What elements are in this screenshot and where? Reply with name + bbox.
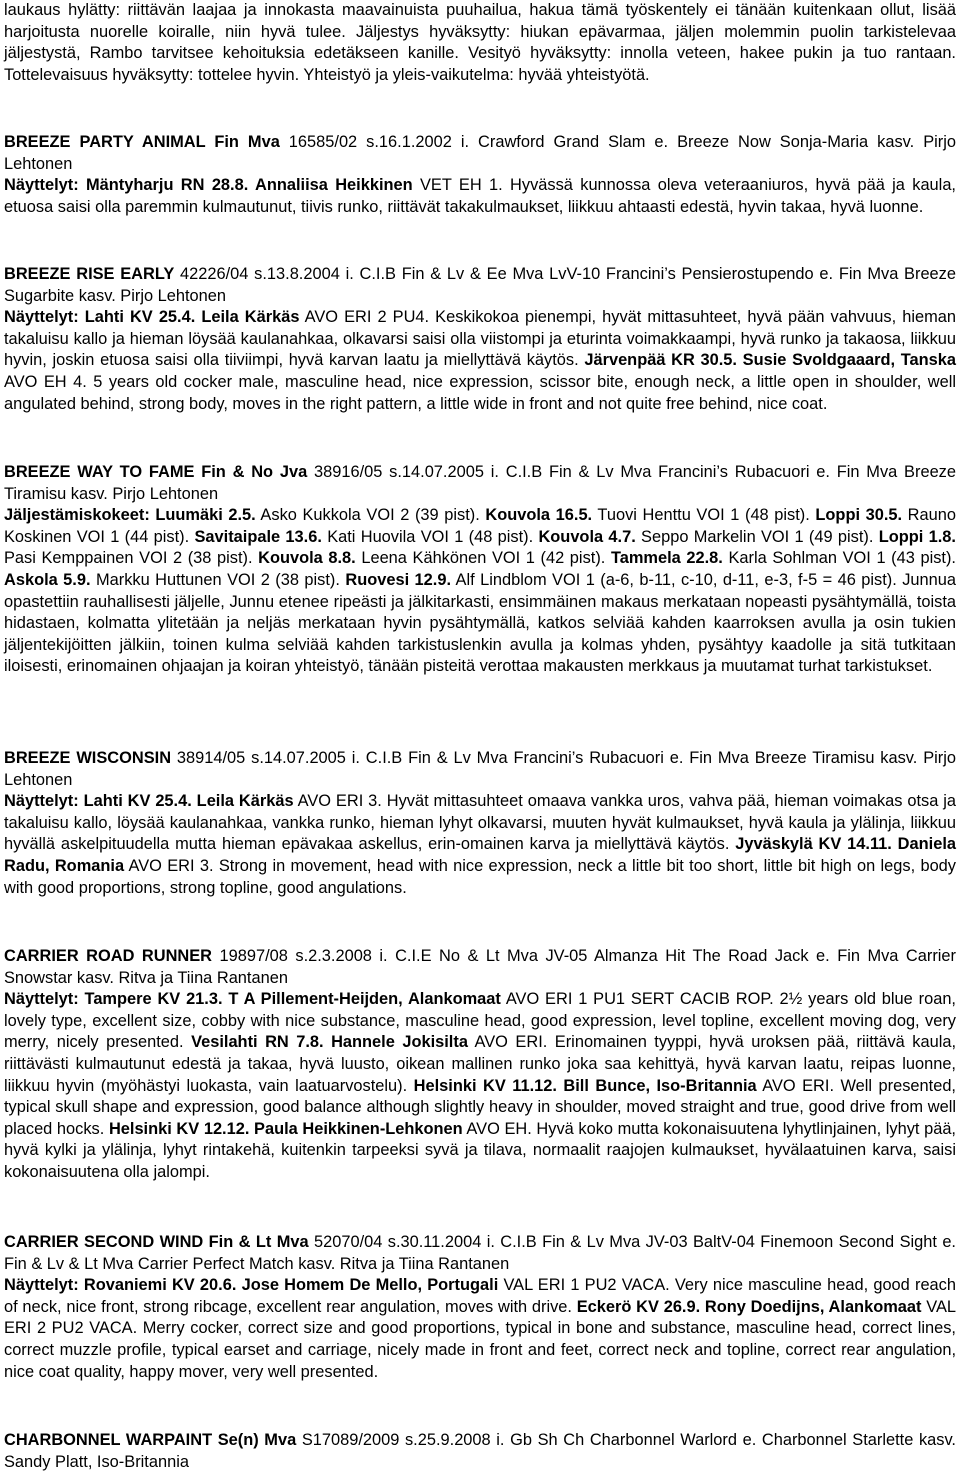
bold-text-run: Näyttelyt: Tampere KV 21.3. T A Pillement-Heijden, Alankomaat — [4, 990, 501, 1009]
bold-text-run: Jäljestämiskokeet: Luumäki 2.5. — [4, 506, 256, 525]
bold-text-run: Helsinki KV 11.12. Bill Bunce, Iso-Britannia — [413, 1076, 757, 1095]
bold-text-run: CARRIER SECOND WIND Fin & Lt Mva — [4, 1233, 309, 1251]
text-run: Rauno Koskinen VOI 1 (44 pist). — [4, 506, 956, 546]
entry-charbonnel-warpaint — [4, 1430, 956, 1473]
entry-breeze-party-animal — [4, 132, 956, 218]
text-run: Markku Huttunen VOI 2 (38 pist). — [90, 570, 346, 589]
bold-text-run: Loppi 30.5. — [815, 506, 903, 525]
bold-text-run: Ruovesi 12.9. — [345, 570, 452, 589]
text-run: Asko Kukkola VOI 2 (39 pist). — [255, 506, 486, 525]
text-run: Pasi Kemppainen VOI 2 (38 pist). — [4, 549, 259, 568]
text-run: AVO ERI. Erinomainen tyyppi, hyvä uroksen pää, riittävä kaula, riittävästi kulmautunut edestä ja takaa, hyvä luusto, oikean mallinen runko joka saa kehittyä, hyvä karvan laatu, reipas luonne, liikkuu hyvin (myöhästyi luokasta, vain laatuarvostelu). — [4, 1033, 957, 1095]
text-run: VAL ERI 2 PU2 VACA. Merry cocker, correct size and good proportions, typical in bone and substance, masculine head, correct lines, correct muzzle profile, typical earset and carriage, nicely made in front and feet, correct neck and topline, correct rear angulation, nice coat quality, happy mover, very well presented. — [4, 1297, 956, 1381]
text-run: S17089/2009 s.25.9.2008 i. Gb Sh Ch Charbonnel Warlord e. Charbonnel Starlette kasv. Sandy Platt, Iso-Britannia — [4, 1431, 956, 1471]
bold-text-run: Järvenpää KR 30.5. Susie Svoldgaaard, Tanska — [584, 351, 956, 370]
text-run: AVO ERI 3. Hyvät mittasuhteet omaava vankka uros, vahva pää, hieman voimakas otsa ja takaluisu kallo, löysää kaulanahkaa, vankka runko, hieman lyhyt olkavarsi, muuten hyvät kulmaukset, hyvä kaula ja ylälinja, liikkuu hyvällä askelpituudella mutta hieman epävakaa askellus, erin-omainen karva ja miellyttävä käytös. — [4, 792, 956, 854]
text-run: Seppo Markelin VOI 1 (49 pist). — [635, 527, 879, 546]
bold-text-run: Helsinki KV 12.12. Paula Heikkinen-Lehkonen — [108, 1119, 463, 1138]
bold-text-run: Kouvola 4.7. — [538, 527, 636, 546]
bold-text-run: Kouvola 8.8. — [258, 549, 356, 568]
text-run: Tuovi Henttu VOI 1 (48 pist). — [592, 506, 816, 525]
bold-text-run: Tammela 22.8. — [610, 549, 723, 568]
bold-text-run: BREEZE WAY TO FAME Fin & No Jva — [4, 463, 308, 481]
bold-text-run: Vesilahti RN 7.8. Hannele Jokisilta — [191, 1033, 468, 1052]
entry-carrier-road-runner — [4, 946, 956, 1184]
entry-carrier-second-wind — [4, 1232, 956, 1383]
text-run: 42226/04 s.13.8.2004 i. C.I.B Fin & Lv & Ee Mva LvV-10 Francini’s Pensierostupendo e. Fin Mva Breeze Sugarbite kasv. Pirjo Lehtonen — [4, 265, 956, 305]
bold-text-run: BREEZE WISCONSIN — [4, 749, 172, 767]
bold-text-run: BREEZE RISE EARLY — [4, 265, 175, 283]
bold-text-run: CARRIER ROAD RUNNER — [4, 947, 213, 965]
text-run: AVO EH. Hyvä koko mutta kokonaisuutena lyhytlinjainen, lyhyt pää, hyvä kylki ja ylälinja, lyhyt rintakehä, kuitenkin tarpeeksi syvä ja tilava, normaalit raajojen kulmaukset, hyvälaatuinen karva, saisi kokonaisuutena olla jalompi. — [4, 1119, 956, 1181]
text-run: AVO EH 4. 5 years old cocker male, masculine head, nice expression, scissor bite, enough neck, a little open in shoulder, well angulated behind, strong body, moves in the right pattern, a little wide in front and not quite free behind, nice coat. — [4, 372, 956, 413]
text-run: laukaus hylätty: riittävän laajaa ja innokasta maavainuista puuhailua, hakua tämä työskentely ei tänään kuitenkaan ollut, lisää harjoitusta nuorelle koiralle, niin hyvä tulee. Jäljestys hyväksytty: hiukan epävarmaa, jäljen molemmin puolin tarkistelevaa jäljestystä, Rambo tarvitsee kehoituksia edetäkseen kanille. Vesityö hyväksytty: innolla veteen, hakee pukin ja tuo rantaan. Tottelevaisuus hyväksytty: tottelee hyvin. Yhteistyö ja yleis-vaikutelma: hyvää yhteistyötä. — [4, 1, 956, 84]
text-run: 38914/05 s.14.07.2005 i. C.I.B Fin & Lv Mva Francini’s Rubacuori e. Fin Mva Breeze Tiramisu kasv. Pirjo Lehtonen — [4, 749, 956, 789]
entry-breeze-wisconsin — [4, 748, 956, 899]
text-run: AVO ERI 1 PU1 SERT CACIB ROP. 2½ years old blue roan, lovely type, excellent size, cobby with nice substance, masculine head, good expression, level topline, excellent moving dog, very merry, nicely presented. — [4, 990, 956, 1052]
bold-text-run: Kouvola 16.5. — [485, 506, 593, 525]
bold-text-run: CHARBONNEL WARPAINT Se(n) Mva — [4, 1431, 297, 1449]
text-run: 19897/08 s.2.3.2008 i. C.I.E No & Lt Mva JV-05 Almanza Hit The Road Jack e. Fin Mva Carrier Snowstar kasv. Ritva ja Tiina Rantanen — [4, 947, 956, 987]
text-run: AVO ERI 3. Strong in movement, head with nice expression, neck a little bit too short, little bit high on legs, body with good proportions, strong topline, good angulations. — [4, 856, 956, 897]
bold-text-run: Näyttelyt: Mäntyharju RN 28.8. Annaliisa Heikkinen — [4, 176, 413, 195]
text-run: 38916/05 s.14.07.2005 i. C.I.B Fin & Lv Mva Francini’s Rubacuori e. Fin Mva Breeze Tiramisu kasv. Pirjo Lehtonen — [4, 463, 956, 503]
bold-text-run: Eckerö KV 26.9. Rony Doedijns, Alankomaat — [576, 1297, 922, 1316]
bold-text-run: Näyttelyt: Lahti KV 25.4. Leila Kärkäs — [4, 792, 294, 811]
text-run: Leena Kähkönen VOI 1 (42 pist). — [355, 549, 611, 568]
text-run: VAL ERI 1 PU2 VACA. Very nice masculine head, good reach of neck, nice front, strong ribcage, excellent rear angulation, moves with drive. — [4, 1276, 956, 1316]
text-run: Kati Huovila VOI 1 (48 pist). — [321, 527, 539, 546]
text-run: AVO ERI. Well presented, typical skull shape and expression, good balance although slightly heavy in shoulder, moved straight and true, good drive from well placed hocks. — [4, 1076, 956, 1138]
text-run: Alf Lindblom VOI 1 (a-6, b-11, c-10, d-11, e-3, f-5 = 46 pist). Junnua opastettiin rauhallisesti jäljelle, Junnu etenee ripeästi ja jälkitarkasti, ensimmäinen makaus merkataan nopeasti pysähtymällä, toista hidastaen, kolmatta ylitetään ja neljäs merkataan hyvin pysähtymällä, katkos selviää kahden kaarroksen avulla ja osin tukien jäljentekijöitten jälkiin, toinen kulma selviää kahden tarkistuslenkin avulla ja kolmas yhden, pysähtyy kaadolle ja sitä tutkitaan iloisesti, erinomainen ohjaajan ja koiran yhteistyö, tänään pisteitä verottaa makausten merkkaus ja muutamat turhat tarkistukset. — [4, 570, 956, 676]
text-run: AVO ERI 2 PU4. Keskikokoa pienempi, hyvät mittasuhteet, hyvä pään vahvuus, hieman takaluisu kallo ja hieman löysää kaulanahkaa, olkavarsi saisi olla viistompi ja eturinta voimakkaampi, hyvä runko ja takaosa, liikkuu hyvin, joskin etuosa saisi olla tiiviimpi, hyvä karvan laatu ja miellyttävä käytös. — [4, 308, 956, 370]
entry-breeze-way-to-fame — [4, 462, 956, 678]
bold-text-run: Näyttelyt: Rovaniemi KV 20.6. Jose Homem De Mello, Portugali — [4, 1276, 499, 1295]
bold-text-run: Jyväskylä KV 14.11. Daniela Radu, Romania — [4, 835, 956, 875]
bold-text-run: BREEZE PARTY ANIMAL Fin Mva — [4, 133, 280, 151]
bold-text-run: Savitaipale 13.6. — [194, 527, 322, 546]
entry-breeze-rise-early — [4, 264, 956, 415]
bold-text-run: Loppi 1.8. — [878, 527, 956, 546]
bold-text-run: Näyttelyt: Lahti KV 25.4. Leila Kärkäs — [4, 308, 300, 327]
text-run: 52070/04 s.30.11.2004 i. C.I.B Fin & Lv Mva JV-03 BaltV-04 Finemoon Second Sight e. Fin & Lv & Lt Mva Carrier Perfect Match kasv. Ritva ja Tiina Rantanen — [4, 1233, 956, 1273]
paragraph-intro — [4, 0, 956, 86]
text-run: Karla Sohlman VOI 1 (43 pist). — [722, 549, 956, 568]
text-run: VET EH 1. Hyvässä kunnossa oleva veteraaniuros, hyvä pää ja kaula, etuosa saisi olla paremmin kulmautunut, tiivis runko, riittävät takakulmaukset, liikkuu ahtaasti edestä, hyvin takaa, hyvä luonne. — [4, 176, 956, 216]
text-run: 16585/02 s.16.1.2002 i. Crawford Grand Slam e. Breeze Now Sonja-Maria kasv. Pirjo Lehtonen — [4, 133, 956, 173]
bold-text-run: Askola 5.9. — [4, 570, 91, 589]
